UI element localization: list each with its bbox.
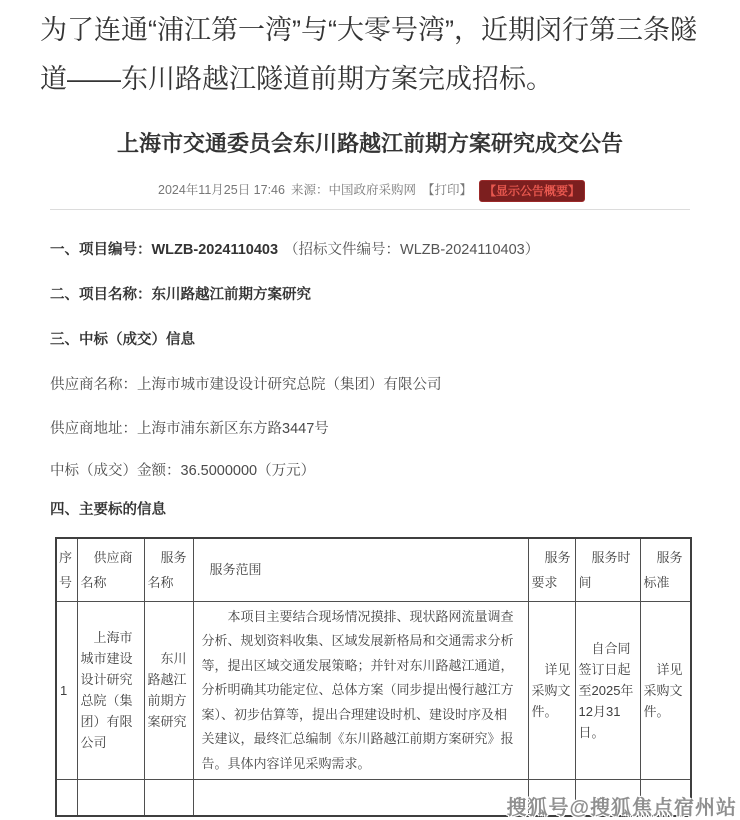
cell-period: 自合同签订日起至2025年12月31日。 xyxy=(575,601,640,780)
announcement-meta xyxy=(0,180,740,202)
col-header-scope: 服务范围 xyxy=(193,538,528,601)
show-summary-button[interactable]: 【显示公告概要】 xyxy=(479,180,585,202)
subject-info-table xyxy=(55,537,692,817)
section-award-info: 三、中标（成交）信息 xyxy=(50,332,195,348)
col-header-period: 服务时间 xyxy=(575,538,640,601)
cell-service-name: 东川路越江前期方案研究 xyxy=(144,601,193,780)
section-main-subject: 四、主要标的信息 xyxy=(50,502,166,518)
header-divider xyxy=(50,209,690,210)
empty-cell xyxy=(56,780,77,816)
meta-datetime: 2024年11月25日 17:46 xyxy=(158,183,285,198)
project-number-heading: 一、项目编号：WLZB-2024110403 xyxy=(50,242,279,258)
col-header-no: 序号 xyxy=(56,538,77,601)
intro-paragraph: 为了连通“浦江第一湾”与“大零号湾”，近期闵行第三条隧道——东川路越江隧道前期方案完成招标。 xyxy=(40,15,697,94)
print-button[interactable]: 【打印】 xyxy=(421,183,472,198)
empty-cell xyxy=(77,780,144,816)
meta-source: 来源：中国政府采购网 xyxy=(290,183,416,198)
col-header-standard: 服务标准 xyxy=(640,538,691,601)
table-row xyxy=(56,601,691,780)
announcement-title: 上海市交通委员会东川路越江前期方案研究成交公告 xyxy=(116,131,623,156)
section-project-number xyxy=(50,238,539,259)
cell-supplier: 上海市城市建设设计研究总院（集团）有限公司 xyxy=(77,601,144,780)
col-header-service-name: 服务名称 xyxy=(144,538,193,601)
supplier-name-line: 供应商名称：上海市城市建设设计研究总院（集团）有限公司 xyxy=(50,377,442,393)
empty-cell xyxy=(193,780,528,816)
table-header-row xyxy=(56,538,691,601)
project-number-note: （招标文件编号：WLZB-2024110403） xyxy=(284,242,540,258)
award-amount-line: 中标（成交）金额：36.5000000（万元） xyxy=(50,463,316,479)
section-project-name: 二、项目名称：东川路越江前期方案研究 xyxy=(50,287,311,303)
empty-cell xyxy=(144,780,193,816)
cell-standard: 详见采购文件。 xyxy=(640,601,691,780)
cell-requirement: 详见采购文件。 xyxy=(528,601,575,780)
supplier-address-line: 供应商地址：上海市浦东新区东方路3447号 xyxy=(50,421,329,437)
col-header-requirement: 服务要求 xyxy=(528,538,575,601)
col-header-supplier: 供应商名称 xyxy=(77,538,144,601)
cell-scope: 本项目主要结合现场情况摸排、现状路网流量调查分析、规划资料收集、区域发展新格局和交通需求分析等，提出区域交通发展策略；并针对东川路越江通道，分析明确其功能定位、总体方案（同步提出慢行越江方案）、初步估算等，提出合理建设时机、建设时序及相关建议，最终汇总编制《东川路越江前期方案研究》报告。具体内容详见采购需求。 xyxy=(193,601,528,780)
watermark: 搜狐号@搜狐焦点宿州站 xyxy=(506,797,737,819)
cell-no: 1 xyxy=(56,601,77,780)
